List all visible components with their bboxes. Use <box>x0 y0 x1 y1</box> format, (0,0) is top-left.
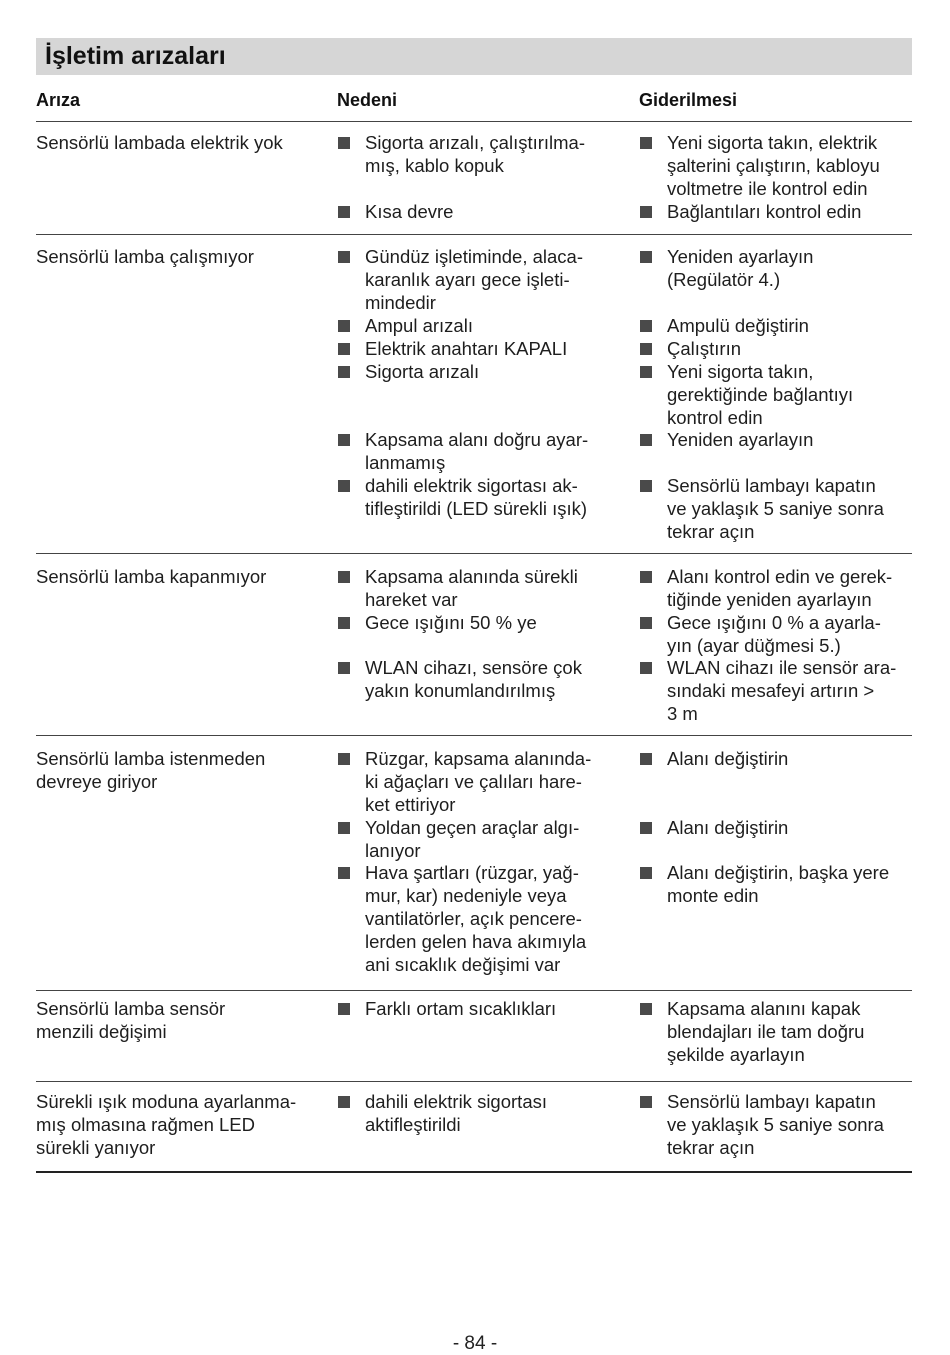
square-bullet-icon <box>640 1096 652 1108</box>
remedy-text: (Regülatör 4.) <box>667 269 781 290</box>
cause-text: Sigorta arızalı <box>365 361 480 382</box>
table-rule <box>36 1171 912 1173</box>
cause-text: Kapsama alanında sürekli <box>365 566 578 587</box>
fault-text: mış olmasına rağmen LED <box>36 1114 256 1135</box>
square-bullet-icon <box>338 753 350 765</box>
square-bullet-icon <box>640 320 652 332</box>
remedy-text: Yeni sigorta takın, <box>667 361 814 382</box>
cause-text: lanmamış <box>365 452 446 473</box>
cause-text: tifleştirildi (LED sürekli ışık) <box>365 498 588 519</box>
remedy-text: WLAN cihazı ile sensör ara- <box>667 657 897 678</box>
square-bullet-icon <box>338 343 350 355</box>
square-bullet-icon <box>338 1003 350 1015</box>
square-bullet-icon <box>338 1096 350 1108</box>
remedy-text: 3 m <box>667 703 698 724</box>
table-rule <box>36 990 912 991</box>
square-bullet-icon <box>338 822 350 834</box>
cause-text: Kapsama alanı doğru ayar- <box>365 429 589 450</box>
cause-text: ki ağaçları ve çalıları hare- <box>365 771 582 792</box>
fault-text: Sensörlü lambada elektrik yok <box>36 132 283 153</box>
cause-text: yakın konumlandırılmış <box>365 680 556 701</box>
square-bullet-icon <box>640 867 652 879</box>
fault-text: sürekli yanıyor <box>36 1137 156 1158</box>
column-header-cause: Nedeni <box>337 90 398 110</box>
remedy-text: monte edin <box>667 885 759 906</box>
table-rule <box>36 1081 912 1082</box>
square-bullet-icon <box>338 617 350 629</box>
remedy-text: Yeniden ayarlayın <box>667 246 814 267</box>
fault-text: Sensörlü lamba kapanmıyor <box>36 566 267 587</box>
cause-text: dahili elektrik sigortası ak- <box>365 475 578 496</box>
cause-text: Gece ışığını 50 % ye <box>365 612 537 633</box>
remedy-text: kontrol edin <box>667 407 763 428</box>
cause-text: aktifleştirildi <box>365 1114 461 1135</box>
remedy-text: yın (ayar düğmesi 5.) <box>667 635 841 656</box>
remedy-text: ve yaklaşık 5 saniye sonra <box>667 1114 884 1135</box>
cause-text: Farklı ortam sıcaklıkları <box>365 998 557 1019</box>
fault-text: Sensörlü lamba sensör <box>36 998 226 1019</box>
square-bullet-icon <box>640 434 652 446</box>
fault-text: devreye giriyor <box>36 771 158 792</box>
cause-text: Sigorta arızalı, çalıştırılma- <box>365 132 586 153</box>
square-bullet-icon <box>640 822 652 834</box>
cause-text: dahili elektrik sigortası <box>365 1091 547 1112</box>
square-bullet-icon <box>338 206 350 218</box>
cause-text: Elektrik anahtarı KAPALI <box>365 338 568 359</box>
square-bullet-icon <box>640 251 652 263</box>
remedy-text: ve yaklaşık 5 saniye sonra <box>667 498 884 519</box>
remedy-text: Gece ışığını 0 % a ayarla- <box>667 612 881 633</box>
remedy-text: Yeni sigorta takın, elektrik <box>667 132 878 153</box>
cause-text: hareket var <box>365 589 458 610</box>
table-rule <box>36 735 912 736</box>
remedy-text: tekrar açın <box>667 1137 755 1158</box>
remedy-text: Çalıştırın <box>667 338 742 359</box>
square-bullet-icon <box>338 434 350 446</box>
cause-text: Rüzgar, kapsama alanında- <box>365 748 592 769</box>
table-rule <box>36 234 912 235</box>
table-rule <box>36 553 912 554</box>
column-header-remedy: Giderilmesi <box>639 90 738 110</box>
square-bullet-icon <box>640 343 652 355</box>
fault-text: Sürekli ışık moduna ayarlanma- <box>36 1091 297 1112</box>
remedy-text: tiğinde yeniden ayarlayın <box>667 589 872 610</box>
square-bullet-icon <box>640 480 652 492</box>
square-bullet-icon <box>640 571 652 583</box>
remedy-text: sındaki mesafeyi artırın > <box>667 680 875 701</box>
remedy-text: Sensörlü lambayı kapatın <box>667 1091 876 1112</box>
cause-text: Yoldan geçen araçlar algı- <box>365 817 580 838</box>
remedy-text: Alanı kontrol edin ve gerek- <box>667 566 893 587</box>
cause-text: mış, kablo kopuk <box>365 155 504 176</box>
square-bullet-icon <box>640 206 652 218</box>
remedy-text: Alanı değiştirin <box>667 748 789 769</box>
cause-text: WLAN cihazı, sensöre çok <box>365 657 582 678</box>
remedy-text: Sensörlü lambayı kapatın <box>667 475 876 496</box>
remedy-text: Kapsama alanını kapak <box>667 998 861 1019</box>
cause-text: lanıyor <box>365 840 421 861</box>
square-bullet-icon <box>338 366 350 378</box>
cause-text: Hava şartları (rüzgar, yağ- <box>365 862 579 883</box>
cause-text: mindedir <box>365 292 436 313</box>
column-header-fault: Arıza <box>36 90 81 110</box>
table-rule <box>36 121 912 122</box>
cause-text: ani sıcaklık değişimi var <box>365 954 561 975</box>
cause-text: Kısa devre <box>365 201 454 222</box>
cause-text: Gündüz işletiminde, alaca- <box>365 246 583 267</box>
remedy-text: Alanı değiştirin <box>667 817 789 838</box>
section-title: İşletim arızaları <box>36 38 912 75</box>
square-bullet-icon <box>640 1003 652 1015</box>
remedy-text: voltmetre ile kontrol edin <box>667 178 868 199</box>
remedy-text: Bağlantıları kontrol edin <box>667 201 862 222</box>
remedy-text: Alanı değiştirin, başka yere <box>667 862 890 883</box>
fault-text: menzili değişimi <box>36 1021 167 1042</box>
square-bullet-icon <box>338 867 350 879</box>
fault-text: Sensörlü lamba istenmeden <box>36 748 266 769</box>
cause-text: karanlık ayarı gece işleti- <box>365 269 570 290</box>
square-bullet-icon <box>640 662 652 674</box>
fault-text: Sensörlü lamba çalışmıyor <box>36 246 254 267</box>
remedy-text: gerektiğinde bağlantıyı <box>667 384 854 405</box>
remedy-text: Ampulü değiştirin <box>667 315 809 336</box>
square-bullet-icon <box>338 137 350 149</box>
remedy-text: tekrar açın <box>667 521 755 542</box>
square-bullet-icon <box>640 137 652 149</box>
remedy-text: şekilde ayarlayın <box>667 1044 805 1065</box>
square-bullet-icon <box>338 320 350 332</box>
page-number: - 84 - <box>452 1333 498 1354</box>
remedy-text: blendajları ile tam doğru <box>667 1021 865 1042</box>
square-bullet-icon <box>640 617 652 629</box>
square-bullet-icon <box>640 753 652 765</box>
square-bullet-icon <box>338 662 350 674</box>
cause-text: ket ettiriyor <box>365 794 456 815</box>
square-bullet-icon <box>338 571 350 583</box>
cause-text: mur, kar) nedeniyle veya <box>365 885 567 906</box>
square-bullet-icon <box>640 366 652 378</box>
remedy-text: şalterini çalıştırın, kabloyu <box>667 155 880 176</box>
cause-text: vantilatörler, açık pencere- <box>365 908 582 929</box>
cause-text: lerden gelen hava akımıyla <box>365 931 587 952</box>
cause-text: Ampul arızalı <box>365 315 473 336</box>
remedy-text: Yeniden ayarlayın <box>667 429 814 450</box>
square-bullet-icon <box>338 480 350 492</box>
square-bullet-icon <box>338 251 350 263</box>
